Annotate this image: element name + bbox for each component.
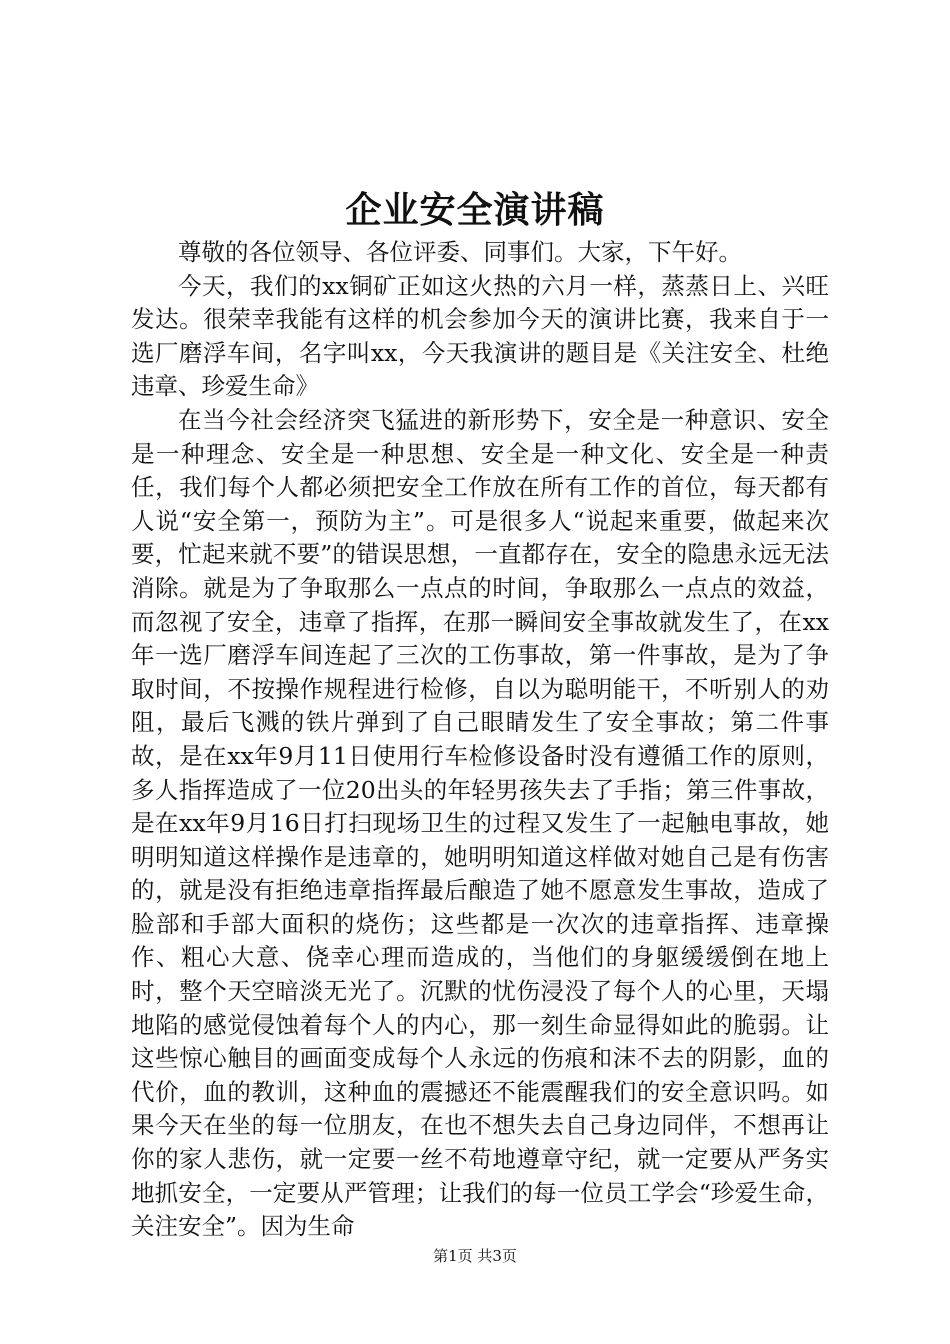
page-number-footer: 第1页 共3页 bbox=[433, 1247, 517, 1265]
document-body bbox=[131, 236, 829, 1244]
paragraph-main: 在当今社会经济突飞猛进的新形势下，安全是一种意识、安全是一种理念、安全是一种思想、安全是一种文化、安全是一种责任，我们每个人都必须把安全工作放在所有工作的首位，每天都有人说“安全第一，预防为主”。可是很多人“说起来重要，做起来次要，忙起来就不要”的错误思想，一直都存在，安全的隐患永远无法消除。就是为了争取那么一点点的时间，争取那么一点点的效益，而忽视了安全，违章了指挥，在那一瞬间安全事故就发生了，在xx年一选厂磨浮车间连起了三次的工伤事故，第一件事故，是为了争取时间，不按操作规程进行检修，自以为聪明能干，不听别人的劝阻，最后飞溅的铁片弹到了自己眼睛发生了安全事故；第二件事故，是在xx年9月11日使用行车检修设备时没有遵循工作的原则，多人指挥造成了一位20出头的年轻男孩失去了手指；第三件事故，是在xx年9月16日打扫现场卫生的过程又发生了一起触电事故，她明明知道这样操作是违章的，她明明知道这样做对她自己是有伤害的，就是没有拒绝违章指挥最后酿造了她不愿意发生事故，造成了脸部和手部大面积的烧伤；这些都是一次次的违章指挥、违章操作、粗心大意、侥幸心理而造成的，当他们的身躯缓缓倒在地上时，整个天空暗淡无光了。沉默的忧伤浸没了每个人的心里，天塌地陷的感觉侵蚀着每个人的内心，那一刻生命显得如此的脆弱。让这些惊心触目的画面变成每个人永远的伤痕和沫不去的阴影，血的代价，血的教训，这种血的震撼还不能震醒我们的安全意识吗。如果今天在坐的每一位朋友，在也不想失去自己身边同伴，不想再让你的家人悲伤，就一定要一丝不苟地遵章守纪，就一定要从严务实地抓安全，一定要从严管理；让我们的每一位员工学会“珍爱生命，关注安全”。因为生命 bbox=[131, 405, 829, 1241]
paragraph-greeting: 尊敬的各位领导、各位评委、同事们。大家，下午好。 bbox=[178, 238, 742, 266]
paragraph-introduction: 今天，我们的xx铜矿正如这火热的六月一样，蒸蒸日上、兴旺发达。很荣幸我能有这样的机会参加今天的演讲比赛，我来自于一选厂磨浮车间，名字叫xx，今天我演讲的题目是《关注安全、杜绝违章、珍爱生命》 bbox=[131, 271, 829, 401]
document-title: 企业安全演讲稿 bbox=[345, 189, 605, 231]
